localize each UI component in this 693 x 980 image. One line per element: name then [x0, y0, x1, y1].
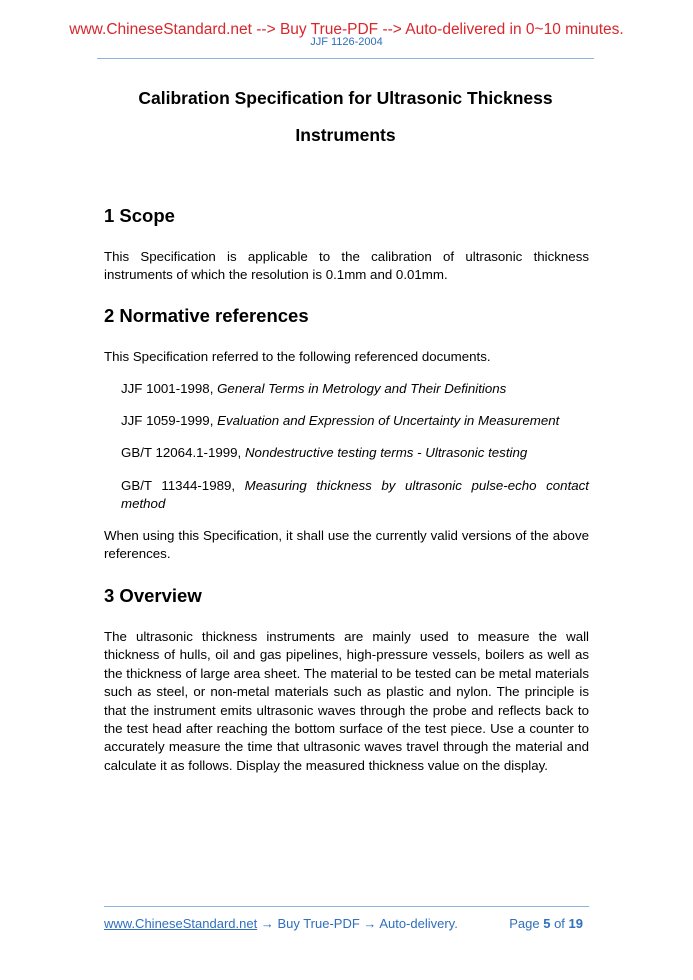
arrow-icon: →	[257, 916, 278, 931]
reference-title: Evaluation and Expression of Uncertainty in Measurement	[217, 413, 560, 428]
reference-code: JJF 1001-1998,	[121, 381, 218, 396]
reference-code: JJF 1059-1999,	[121, 413, 218, 428]
reference-code: GB/T 12064.1-1999,	[121, 445, 245, 460]
document-code: JJF 1126-2004	[310, 36, 383, 48]
footer-delivery-text: Auto-delivery.	[379, 916, 458, 931]
reference-item	[121, 477, 589, 514]
overview-paragraph: The ultrasonic thickness instruments are mainly used to measure the wall thickness of hulls, oil and gas pipelines, high-pressure vessels, boilers as well as the thickness of large area sheet. The material to be tested can be metal materials such as steel, or non-metal materials such as plastic and nylon. The principle is that the instrument emits ultrasonic waves through the probe and reflects back to the test head after reaching the bottom surface of the test piece. Use a counter to accurately measure the time that ultrasonic waves travel through the material and calculate it as follows. Display the measured thickness value on the display.	[104, 629, 589, 773]
reference-title: Measuring thickness by ultrasonic pulse-echo contact method	[121, 478, 590, 512]
section-heading-normative-references: 2 Normative references	[104, 305, 309, 326]
footer-site-link[interactable]: www.ChineseStandard.net	[104, 916, 258, 931]
page-of: of	[554, 916, 565, 931]
title-line-1: Calibration Specification for Ultrasonic Thickness	[138, 88, 553, 108]
page-indicator	[509, 916, 583, 932]
page-current: 5	[543, 916, 551, 931]
footer-divider	[104, 906, 589, 907]
page-total: 19	[568, 916, 583, 931]
footer-promo	[104, 916, 458, 932]
references-intro: This Specification referred to the following referenced documents.	[104, 349, 491, 364]
references-closing: When using this Specification, it shall use the currently valid versions of the above references.	[104, 528, 589, 562]
title-line-2: Instruments	[295, 125, 396, 145]
section-heading-overview: 3 Overview	[104, 585, 202, 606]
reference-item	[121, 444, 589, 462]
header-divider	[97, 58, 594, 59]
reference-item	[121, 380, 589, 398]
promo-banner[interactable]: www.ChineseStandard.net --> Buy True-PDF --> Auto-delivered in 0~10 minutes.	[69, 21, 624, 38]
section-heading-scope: 1 Scope	[104, 205, 175, 226]
reference-title: General Terms in Metrology and Their Definitions	[217, 381, 507, 396]
reference-code: GB/T 11344-1989,	[121, 478, 245, 493]
reference-item	[121, 412, 589, 430]
footer-buy-text: Buy True-PDF	[277, 916, 360, 931]
arrow-icon: →	[359, 916, 380, 931]
page-label: Page	[509, 916, 540, 931]
document-title	[97, 80, 594, 154]
scope-paragraph: This Specification is applicable to the calibration of ultrasonic thickness instruments of which the resolution is 0.1mm and 0.01mm.	[104, 249, 589, 283]
reference-title: Nondestructive testing terms - Ultrasonic testing	[244, 445, 528, 460]
